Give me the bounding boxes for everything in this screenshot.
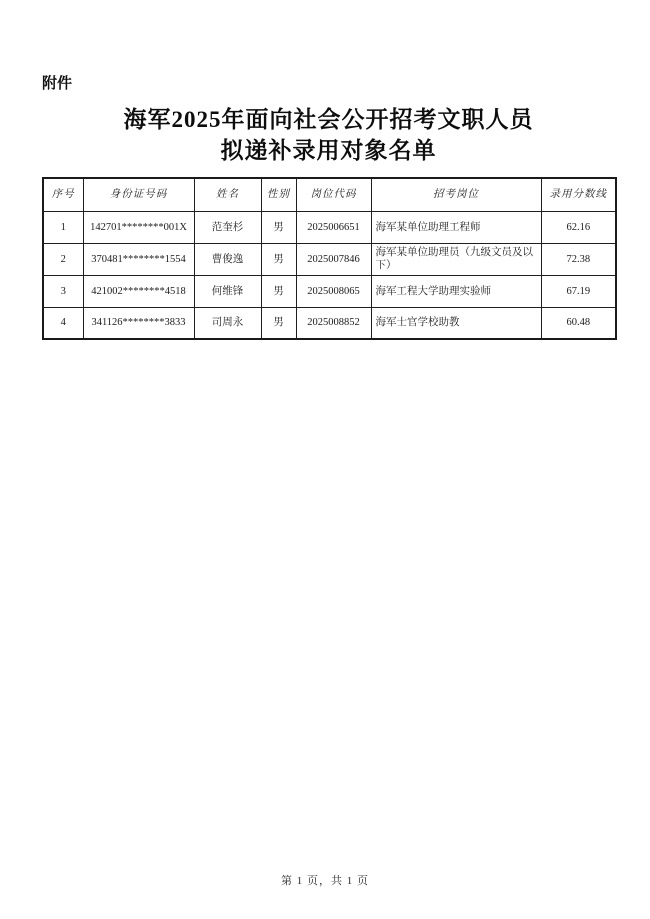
cell-name: 范奎杉 bbox=[194, 211, 261, 243]
document-title-line1: 海军2025年面向社会公开招考文职人员 bbox=[123, 107, 534, 132]
cell-name: 曹俊逸 bbox=[194, 243, 261, 275]
header-name: 姓名 bbox=[194, 178, 261, 211]
cell-recruit-post: 海军某单位助理工程师 bbox=[371, 211, 541, 243]
header-recruit-post: 招考岗位 bbox=[371, 178, 541, 211]
cell-score-line: 62.16 bbox=[541, 211, 616, 243]
recruitment-table bbox=[42, 177, 617, 340]
cell-name: 司周永 bbox=[194, 307, 261, 339]
header-gender: 性别 bbox=[261, 178, 296, 211]
cell-score-line: 67.19 bbox=[541, 275, 616, 307]
cell-id-number: 341126********3833 bbox=[83, 307, 194, 339]
header-serial-number: 序号 bbox=[43, 178, 83, 211]
cell-gender: 男 bbox=[261, 243, 296, 275]
cell-serial-number: 4 bbox=[43, 307, 83, 339]
cell-id-number: 142701********001X bbox=[83, 211, 194, 243]
header-post-code: 岗位代码 bbox=[296, 178, 371, 211]
table-row bbox=[43, 307, 616, 339]
cell-post-code: 2025007846 bbox=[296, 243, 371, 275]
cell-gender: 男 bbox=[261, 307, 296, 339]
header-score-line: 录用分数线 bbox=[541, 178, 616, 211]
table-row bbox=[43, 243, 616, 275]
cell-score-line: 72.38 bbox=[541, 243, 616, 275]
cell-post-code: 2025006651 bbox=[296, 211, 371, 243]
table-row bbox=[43, 211, 616, 243]
cell-serial-number: 2 bbox=[43, 243, 83, 275]
cell-gender: 男 bbox=[261, 275, 296, 307]
page-number-footer: 第 1 页，共 1 页 bbox=[281, 875, 369, 887]
cell-recruit-post: 海军工程大学助理实验师 bbox=[371, 275, 541, 307]
document-title bbox=[42, 104, 615, 166]
table-row bbox=[43, 275, 616, 307]
attachment-label: 附件 bbox=[42, 75, 73, 92]
cell-gender: 男 bbox=[261, 211, 296, 243]
header-id-number: 身份证号码 bbox=[83, 178, 194, 211]
cell-post-code: 2025008852 bbox=[296, 307, 371, 339]
cell-score-line: 60.48 bbox=[541, 307, 616, 339]
cell-id-number: 370481********1554 bbox=[83, 243, 194, 275]
document-title-line2: 拟递补录用对象名单 bbox=[220, 138, 437, 163]
cell-serial-number: 3 bbox=[43, 275, 83, 307]
cell-recruit-post: 海军某单位助理员（九级文员及以下） bbox=[371, 243, 541, 275]
table-header-row bbox=[43, 178, 616, 211]
cell-serial-number: 1 bbox=[43, 211, 83, 243]
cell-post-code: 2025008065 bbox=[296, 275, 371, 307]
cell-id-number: 421002********4518 bbox=[83, 275, 194, 307]
cell-recruit-post: 海军士官学校助教 bbox=[371, 307, 541, 339]
cell-name: 何维锋 bbox=[194, 275, 261, 307]
